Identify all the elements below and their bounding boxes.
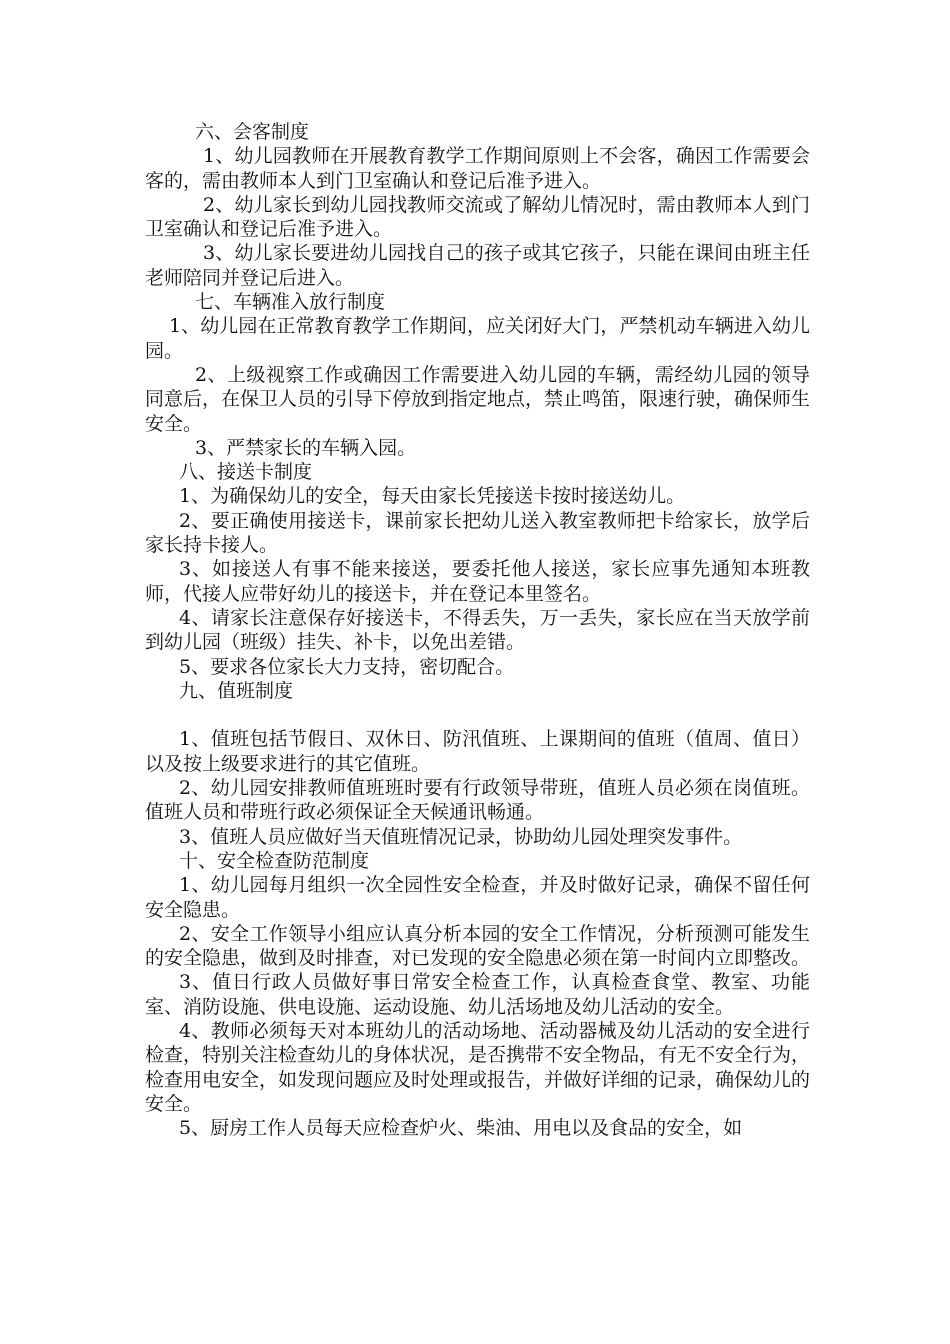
paragraph: 2、幼儿园安排教师值班班时要有行政领导带班，值班人员必须在岗值班。值班人员和带班行政必须保证全天候通讯畅通。 bbox=[145, 777, 810, 824]
paragraph: 5、要求各位家长大力支持，密切配合。 bbox=[179, 655, 515, 678]
blank-line bbox=[145, 703, 810, 727]
paragraph: 1、值班包括节假日、双休日、防汛值班、上课期间的值班（值周、值日）以及按上级要求进行的其它值班。 bbox=[145, 728, 810, 775]
paragraph: 3、幼儿家长要进幼儿园找自己的孩子或其它孩子，只能在课间由班主任老师陪同并登记后进入。 bbox=[145, 242, 810, 289]
section-heading: 七、车辆准入放行制度 bbox=[195, 291, 386, 314]
paragraph: 5、厨房工作人员每天应检查炉火、柴油、用电以及食品的安全，如 bbox=[179, 1117, 743, 1140]
paragraph: 1、为确保幼儿的安全，每天由家长凭接送卡按时接送幼儿。 bbox=[179, 485, 686, 508]
paragraph: 3、值班人员应做好当天值班情况记录，协助幼儿园处理突发事件。 bbox=[179, 825, 743, 848]
paragraph: 2、安全工作领导小组应认真分析本园的安全工作情况，分析预测可能发生的安全隐患，做到及时排查，对已发现的安全隐患必须在第一时间内立即整改。 bbox=[145, 922, 811, 970]
paragraph: 4、请家长注意保存好接送卡，不得丢失，万一丢失，家长应在当天放学前到幼儿园（班级）挂失、补卡，以免出差错。 bbox=[145, 606, 810, 654]
paragraph: 3、如接送人有事不能来接送，要委托他人接送，家长应事先通知本班教师，代接人应带好幼儿的接送卡，并在登记本里签名。 bbox=[145, 558, 810, 605]
section-heading: 十、安全检查防范制度 bbox=[179, 849, 370, 872]
document-body bbox=[145, 120, 810, 1140]
paragraph: 3、严禁家长的车辆入园。 bbox=[195, 436, 417, 459]
paragraph: 1、幼儿园每月组织一次全园性安全检查，并及时做好记录，确保不留任何安全隐患。 bbox=[145, 874, 810, 921]
paragraph: 2、要正确使用接送卡，课前家长把幼儿送入教室教师把卡给家长，放学后家长持卡接人。 bbox=[145, 509, 810, 557]
paragraph: 2、幼儿家长到幼儿园找教师交流或了解幼儿情况时，需由教师本人到门卫室确认和登记后准予进入。 bbox=[145, 193, 810, 241]
section-heading: 九、值班制度 bbox=[179, 679, 294, 702]
section-heading: 八、接送卡制度 bbox=[179, 461, 313, 484]
paragraph: 4、教师必须每天对本班幼儿的活动场地、活动器械及幼儿活动的安全进行检查，特别关注检查幼儿的身体状况，是否携带不安全物品，有无不安全行为，检查用电安全，如发现问题应及时处理或报告，并做好详细的记录，确保幼儿的安全。 bbox=[145, 1019, 811, 1115]
paragraph: 1、幼儿园教师在开展教育教学工作期间原则上不会客，确因工作需要会客的，需由教师本人到门卫室确认和登记后准予进入。 bbox=[145, 145, 810, 192]
paragraph: 1、幼儿园在正常教育教学工作期间，应关闭好大门，严禁机动车辆进入幼儿园。 bbox=[145, 315, 810, 362]
section-heading: 六、会客制度 bbox=[195, 121, 310, 143]
paragraph: 3、值日行政人员做好事日常安全检查工作，认真检查食堂、教室、功能室、消防设施、供电设施、运动设施、幼儿活场地及幼儿活动的安全。 bbox=[145, 971, 810, 1018]
paragraph: 2、上级视察工作或确因工作需要进入幼儿园的车辆，需经幼儿园的领导同意后，在保卫人员的引导下停放到指定地点，禁止鸣笛，限速行驶，确保师生安全。 bbox=[145, 363, 811, 435]
